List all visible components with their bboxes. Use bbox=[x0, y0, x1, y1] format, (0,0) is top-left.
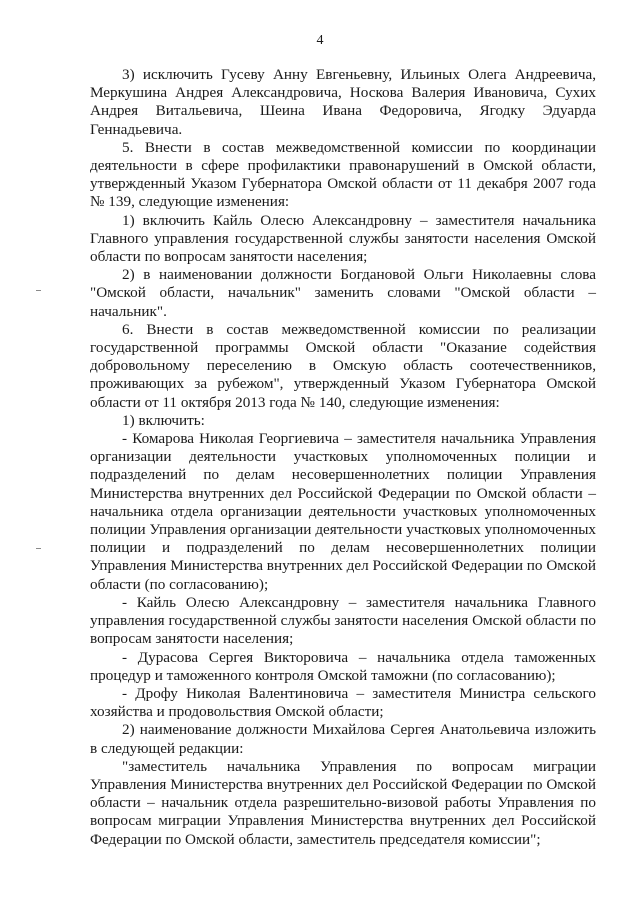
paragraph-item-6: 6. Внести в состав межведомственной комиссии по реализации государственной программы Омской области "Оказание содействия добровольному переселению в Омскую область соотечественников, проживающих за рубежом", утвержденный Указом Губернатора Омской области от 11 октября 2013 года № 140, следующие изменения: bbox=[90, 320, 596, 411]
paragraph-item-5-sub-1: 1) включить Кайль Олесю Александровну – заместителя начальника Главного управления государственной службы занятости населения Омской области по вопросам занятости населения; bbox=[90, 211, 596, 266]
list-item-drofa: - Дрофу Николая Валентиновича – заместителя Министра сельского хозяйства и продовольствия Омской области; bbox=[90, 684, 596, 721]
margin-mark bbox=[36, 548, 41, 549]
paragraph-item-6-sub-1: 1) включить: bbox=[122, 411, 205, 429]
list-item-durasov: - Дурасова Сергея Викторовича – начальника отдела таможенных процедур и таможенного контроля Омской таможни (по согласованию); bbox=[90, 648, 596, 684]
page-number: 4 bbox=[316, 33, 324, 48]
paragraph-exclusion-list: 3) исключить Гусеву Анну Евгеньевну, Ильиных Олега Андреевича, Меркушина Андрея Александровича, Носкова Валерия Ивановича, Сухих Андрея Витальевича, Шеина Ивана Федоровича, Ягодку Эдуарда Геннадьевича. bbox=[90, 66, 596, 138]
margin-mark bbox=[36, 290, 41, 291]
paragraph-item-6-sub-2: 2) наименование должности Михайлова Сергея Анатольевича изложить в следующей редакции: bbox=[90, 721, 596, 757]
document-body bbox=[90, 66, 596, 849]
list-item-komarov: - Комарова Николая Георгиевича – заместителя начальника Управления организации деятельности участковых уполномоченных полиции и подразделений по делам несовершеннолетних полиции Управления Министерства внутренних дел Российской Федерации по Омской области – начальника отдела организации деятельности участковых уполномоченных полиции Управления организации деятельности участковых уполномоченных полиции и подразделений по делам несовершеннолетних полиции Управления Министерства внутренних дел Российской Федерации по Омской области (по согласованию); bbox=[90, 430, 596, 593]
paragraph-new-title: "заместитель начальника Управления по вопросам миграции Управления Министерства внутренних дел Российской Федерации по Омской области – начальник отдела разрешительно-визовой работы Управления по вопросам миграции Управления Министерства внутренних дел Российской Федерации по Омской области, заместитель председателя комиссии"; bbox=[90, 757, 596, 848]
list-item-kail: - Кайль Олесю Александровну – заместителя начальника Главного управления государственной службы занятости населения Омской области по вопросам занятости населения; bbox=[90, 593, 596, 648]
paragraph-item-5-sub-2: 2) в наименовании должности Богдановой Ольги Николаевны слова "Омской области, начальник" заменить словами "Омской области – начальник". bbox=[90, 266, 596, 320]
paragraph-item-5: 5. Внести в состав межведомственной комиссии по координации деятельности в сфере профилактики правонарушений в Омской области, утвержденный Указом Губернатора Омской области от 11 декабря 2007 года № 139, следующие изменения: bbox=[90, 138, 596, 211]
